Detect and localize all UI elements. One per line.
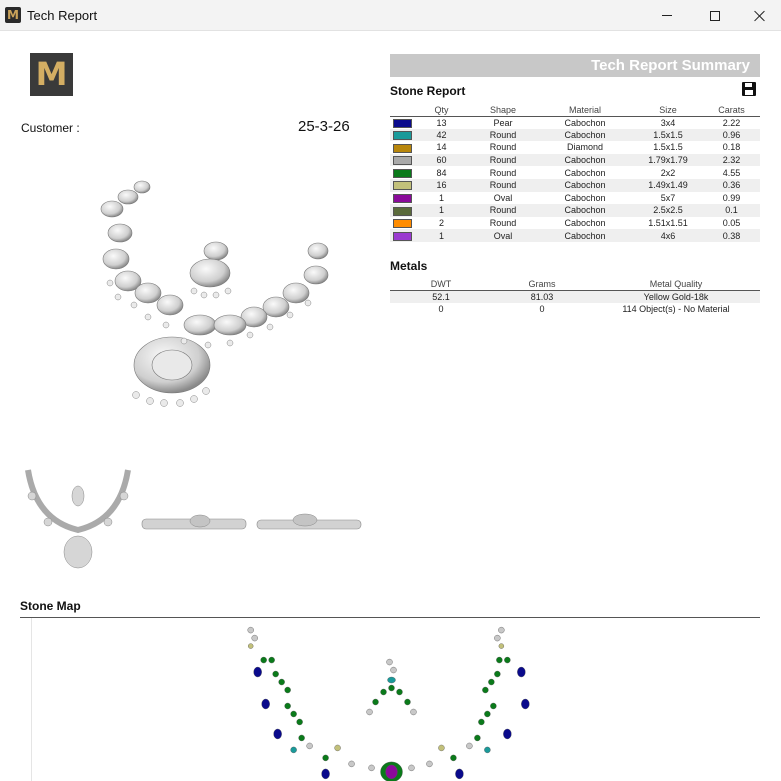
column-header: Grams [492, 278, 592, 290]
stone-color-swatch [393, 131, 412, 140]
stone-color-cell [390, 129, 414, 142]
stone-row [390, 154, 760, 167]
stone-color-cell [390, 217, 414, 230]
column-header: Metal Quality [592, 278, 760, 290]
stone-material-cell: Cabochon [564, 218, 606, 229]
stone-carats-cell: 0.05 [722, 218, 741, 229]
stone-qty-cell: 1 [414, 229, 469, 242]
stone-report-title: Stone Report [390, 84, 466, 98]
stone-color-cell [390, 166, 414, 179]
tech-report-summary-header: Tech Report Summary [390, 54, 760, 77]
stone-carats-cell: 4.55 [722, 167, 741, 178]
stone-material-cell: Cabochon [564, 192, 606, 203]
stone-row [390, 166, 760, 179]
stone-row [390, 192, 760, 205]
stone-material-cell: Cabochon [537, 204, 633, 217]
column-header: Shape [469, 104, 537, 116]
app-logo-icon: M [5, 7, 21, 23]
brand-logo: M [30, 53, 73, 96]
stone-color-swatch [393, 207, 412, 216]
column-header: Size [633, 104, 703, 116]
stone-qty-cell: 2 [438, 218, 444, 229]
stone-color-cell [390, 154, 414, 167]
stone-qty-cell: 1 [438, 192, 444, 203]
close-button[interactable] [737, 0, 781, 31]
stone-row [390, 217, 760, 230]
stone-size-cell: 5x7 [660, 192, 676, 203]
stone-material-cell: Diamond [566, 142, 604, 153]
stone-shape-cell: Oval [493, 192, 513, 203]
stone-carats-cell: 0.1 [703, 204, 760, 217]
stone-map-image [31, 618, 760, 781]
stone-size-cell: 1.79x1.79 [633, 154, 703, 167]
maximize-icon [710, 11, 720, 21]
stone-shape-cell: Pear [493, 117, 513, 128]
stone-report-table [390, 104, 760, 242]
stone-color-swatch [393, 169, 412, 178]
stone-size-cell: 1.51x1.51 [648, 218, 688, 229]
stone-table-header [390, 104, 760, 116]
metal-dwt-cell: 52.1 [390, 290, 492, 303]
report-date: 25-3-26 [298, 118, 350, 135]
metal-quality-cell: 114 Object(s) - No Material [622, 303, 730, 314]
stone-color-swatch [393, 156, 412, 165]
save-icon[interactable] [742, 82, 756, 96]
stone-material-cell: Cabochon [537, 179, 633, 192]
stone-carats-cell: 0.99 [722, 192, 741, 203]
stone-row [390, 129, 760, 142]
stone-color-cell [390, 192, 414, 205]
title-bar [0, 0, 781, 31]
metals-table-header [390, 278, 760, 290]
metal-grams-cell: 0 [539, 303, 545, 314]
stone-shape-cell: Round [489, 218, 517, 229]
stone-size-cell: 1.49x1.49 [633, 179, 703, 192]
stone-qty-cell: 60 [414, 154, 469, 167]
necklace-render-image [90, 175, 360, 415]
stone-color-cell [390, 229, 414, 242]
metals-title: Metals [390, 259, 428, 273]
stone-qty-cell: 42 [414, 129, 469, 142]
stone-size-cell: 3x4 [660, 117, 676, 128]
metals-table [390, 278, 760, 315]
stone-qty-cell: 1 [414, 204, 469, 217]
stone-qty-cell: 16 [414, 179, 469, 192]
stone-size-cell: 2x2 [660, 167, 676, 178]
stone-shape-cell: Round [469, 154, 537, 167]
stone-shape-cell: Oval [469, 229, 537, 242]
stone-shape-cell: Round [469, 179, 537, 192]
column-header: Material [537, 104, 633, 116]
stone-carats-cell: 0.96 [703, 129, 760, 142]
stone-color-cell [390, 116, 414, 129]
stone-map-title: Stone Map [20, 599, 81, 613]
stone-row [390, 179, 760, 192]
metal-dwt-cell: 0 [438, 303, 444, 314]
stone-carats-cell: 0.18 [722, 142, 741, 153]
stone-color-cell [390, 204, 414, 217]
stone-size-cell: 4x6 [633, 229, 703, 242]
color-column-header [390, 104, 414, 116]
stone-material-cell: Cabochon [564, 117, 606, 128]
stone-row [390, 116, 760, 129]
minimize-button[interactable] [644, 0, 690, 31]
stone-carats-cell: 0.38 [703, 229, 760, 242]
stone-color-swatch [393, 194, 412, 203]
column-header: Qty [414, 104, 469, 116]
stone-shape-cell: Round [469, 204, 537, 217]
stone-qty-cell: 14 [436, 142, 447, 153]
minimize-icon [662, 15, 672, 16]
side-view-thumbnail [140, 513, 248, 535]
stone-color-swatch [393, 181, 412, 190]
stone-qty-cell: 13 [436, 117, 447, 128]
window-title: Tech Report [27, 8, 98, 23]
stone-shape-cell: Round [469, 129, 537, 142]
stone-carats-cell: 2.32 [703, 154, 760, 167]
stone-color-swatch [393, 119, 412, 128]
column-header: Carats [703, 104, 760, 116]
stone-shape-cell: Round [489, 142, 517, 153]
metal-row [390, 290, 760, 303]
maximize-button[interactable] [692, 0, 738, 31]
stone-carats-cell: 2.22 [722, 117, 741, 128]
stone-material-cell: Cabochon [537, 229, 633, 242]
close-icon [754, 10, 766, 22]
stone-color-swatch [393, 219, 412, 228]
metal-grams-cell: 81.03 [492, 290, 592, 303]
stone-size-cell: 2.5x2.5 [633, 204, 703, 217]
column-header: DWT [390, 278, 492, 290]
stone-color-cell [390, 179, 414, 192]
stone-size-cell: 1.5x1.5 [653, 142, 683, 153]
stone-row [390, 141, 760, 154]
top-view-thumbnail [255, 513, 363, 535]
stone-carats-cell: 0.36 [703, 179, 760, 192]
metal-row [390, 303, 760, 316]
stone-shape-cell: Round [489, 167, 517, 178]
stone-qty-cell: 84 [436, 167, 447, 178]
stone-material-cell: Cabochon [537, 129, 633, 142]
front-view-thumbnail [22, 460, 134, 578]
stone-color-cell [390, 141, 414, 154]
stone-color-swatch [393, 144, 412, 153]
customer-label: Customer : [21, 121, 80, 135]
stone-material-cell: Cabochon [537, 154, 633, 167]
stone-size-cell: 1.5x1.5 [633, 129, 703, 142]
stone-color-swatch [393, 232, 412, 241]
stone-row [390, 229, 760, 242]
stone-material-cell: Cabochon [564, 167, 606, 178]
stone-row [390, 204, 760, 217]
metal-quality-cell: Yellow Gold-18k [592, 290, 760, 303]
